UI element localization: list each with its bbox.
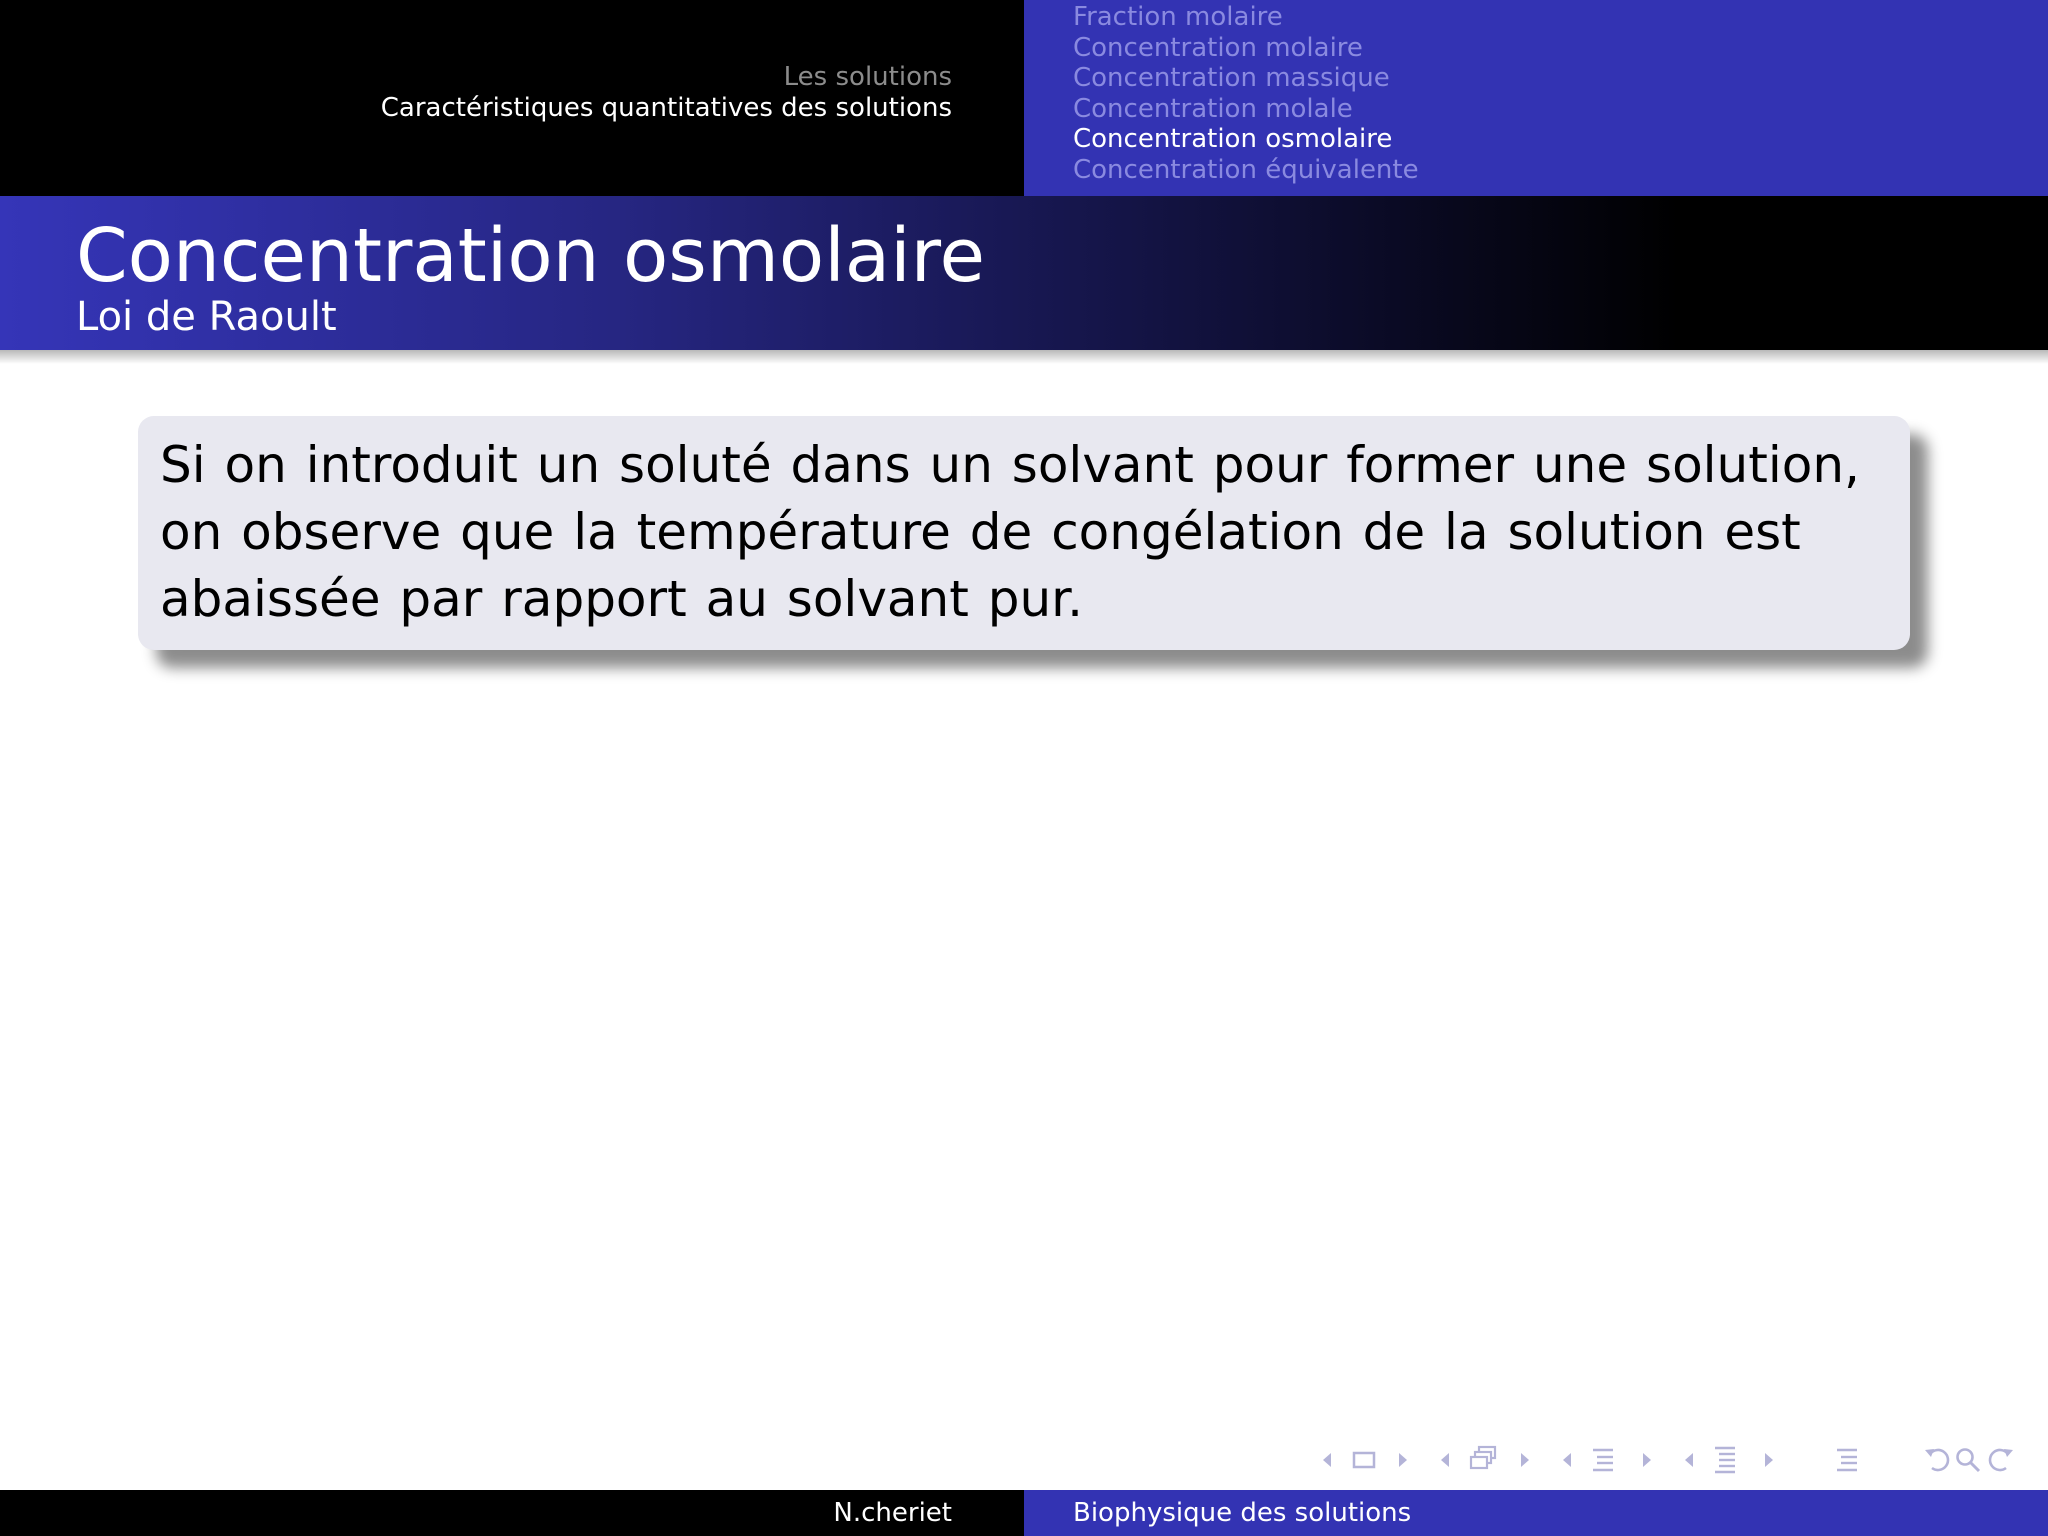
content-block (138, 416, 1910, 650)
back-icon[interactable] (1922, 1446, 1952, 1474)
search-icon[interactable] (1954, 1446, 1982, 1474)
header-navigation (1024, 0, 2048, 196)
footer-author-panel (0, 1490, 1024, 1536)
frame-subtitle: Loi de Raoult (76, 294, 337, 340)
frame-next-icon[interactable] (1520, 1452, 1530, 1468)
nav-item-concentration-equivalente[interactable]: Concentration équivalente (1073, 154, 1419, 185)
footer-author: N.cheriet (833, 1498, 952, 1528)
section-next-icon[interactable] (1764, 1452, 1774, 1468)
section-icon[interactable] (1712, 1445, 1738, 1475)
title-bar-shadow (0, 350, 2048, 364)
frame-icon[interactable] (1468, 1445, 1498, 1473)
header-subsection[interactable]: Caractéristiques quantitatives des solutions (380, 93, 952, 123)
navigation-symbols (1312, 1440, 2032, 1480)
footer-title-panel (1024, 1490, 2048, 1536)
nav-item-concentration-osmolaire[interactable]: Concentration osmolaire (1073, 124, 1393, 155)
subsection-prev-icon[interactable] (1562, 1452, 1572, 1468)
subsection-next-icon[interactable] (1642, 1452, 1652, 1468)
header-section-panel (0, 0, 1024, 196)
frame-prev-icon[interactable] (1440, 1452, 1450, 1468)
nav-item-fraction-molaire[interactable]: Fraction molaire (1073, 2, 1283, 32)
section-prev-icon[interactable] (1684, 1452, 1694, 1468)
subsection-icon[interactable] (1590, 1446, 1616, 1474)
forward-icon[interactable] (1986, 1446, 2016, 1474)
slide-next-icon[interactable] (1398, 1452, 1408, 1468)
nav-item-concentration-molaire[interactable]: Concentration molaire (1073, 32, 1363, 63)
frame-title: Concentration osmolaire (76, 213, 985, 299)
footer-title: Biophysique des solutions (1073, 1498, 1412, 1528)
block-text: Si on introduit un soluté dans un solvant pour former une solution, on observe que la température de congélation de la solution est abaissée par rapport au solvant pur. (160, 436, 1860, 628)
header-section[interactable]: Les solutions (783, 62, 952, 92)
frame-title-bar (0, 196, 2048, 350)
nav-item-concentration-molale[interactable]: Concentration molale (1073, 93, 1353, 124)
toc-icon[interactable] (1834, 1446, 1860, 1474)
slide-icon[interactable] (1352, 1451, 1376, 1469)
nav-item-concentration-massique[interactable]: Concentration massique (1073, 63, 1390, 94)
slide-prev-icon[interactable] (1322, 1452, 1332, 1468)
